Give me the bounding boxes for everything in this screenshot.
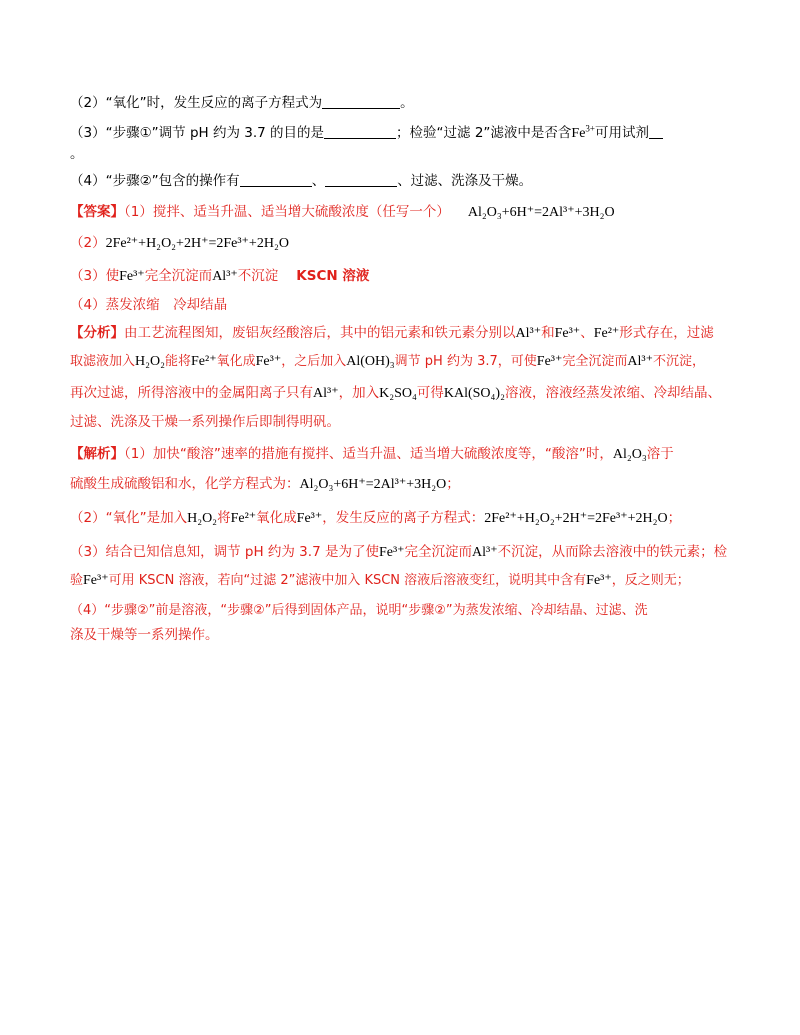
q3-suffix: 可用试剂	[595, 125, 649, 141]
solution-line-3	[70, 507, 740, 530]
solution-al-ion: Al³⁺	[472, 545, 498, 560]
solution-fe3-ion: Fe³⁺	[586, 573, 612, 588]
analysis-fe2-ion: Fe²⁺	[593, 326, 620, 341]
solution-text: 将	[217, 510, 231, 526]
analysis-text: 和	[541, 325, 555, 341]
analysis-fe3-ion: Fe³⁺	[255, 354, 282, 369]
analysis-text: 过滤、洗涤及干燥一系列操作后即制得明矾。	[70, 414, 340, 430]
q3-text: （3）“步骤①”调节 pH 约为 3.7 的目的是	[70, 125, 325, 141]
answer-3-reagent: KSCN 溶液	[296, 268, 370, 284]
solution-text: 可用 KSCN 溶液，若向“过滤 2”滤液中加入 KSCN 溶液后溶液变红，说明其中含有	[108, 573, 587, 588]
q2-text: （2）“氧化”时，发生反应的离子方程式为	[70, 95, 323, 111]
analysis-text: ，加入	[338, 385, 380, 401]
answer-3-fe: Fe³⁺	[119, 269, 145, 284]
solution-text: ，发生反应的离子方程式：	[322, 510, 485, 526]
solution-equation-2: 2Fe²⁺+H₂O₂+2H⁺=2Fe³⁺+2H₂O	[484, 511, 668, 526]
question-3-end	[70, 143, 740, 165]
solution-text: （1）加快“酸溶”速率的措施有搅拌、适当升温、适当增大硫酸浓度等，“酸溶”时，	[124, 446, 613, 462]
solution-tag: 【解析】	[70, 446, 124, 462]
analysis-fe3-ion: Fe³⁺	[536, 354, 563, 369]
solution-line-6	[70, 600, 740, 622]
analysis-aloh3: Al(OH)₃	[346, 354, 395, 369]
answer-line-1	[70, 201, 740, 224]
q4-suffix: 、过滤、洗涤及干燥。	[397, 173, 533, 189]
analysis-line-1	[70, 322, 740, 345]
solution-text: 氧化成	[256, 510, 297, 526]
analysis-line-4	[70, 411, 740, 433]
solution-text: 涤及干燥等一系列操作。	[70, 627, 219, 643]
analysis-text: 不沉淀，	[652, 354, 705, 369]
analysis-fe2-ion: Fe²⁺	[191, 354, 217, 369]
answer-1-text: （1）搅拌、适当升温、适当增大硫酸浓度（任写一个）	[124, 204, 450, 220]
solution-fe3-ion: Fe³⁺	[296, 511, 323, 526]
answer-3-prefix: （3）使	[70, 268, 120, 284]
solution-text: （3）结合已知信息知，调节 pH 约为 3.7 是为了使	[70, 544, 379, 560]
solution-line-5	[70, 570, 740, 592]
analysis-h2o2: H₂O₂	[135, 354, 165, 369]
analysis-al-ion: Al³⁺	[313, 386, 339, 401]
q4-blank-1	[240, 172, 312, 187]
analysis-text: 可得	[416, 385, 444, 401]
solution-text: 验	[70, 573, 84, 588]
solution-h2o2: H₂O₂	[187, 511, 218, 526]
analysis-text: 溶液，溶液经蒸发浓缩、冷却结晶、	[504, 385, 721, 401]
q3-blank-1	[324, 124, 396, 139]
solution-text: 完全沉淀而	[404, 544, 473, 560]
answer-3-suffix: 不沉淀	[237, 268, 279, 284]
answer-1-equation: Al₂O₃+6H⁺=2Al³⁺+3H₂O	[467, 205, 615, 220]
answer-3-al: Al³⁺	[212, 269, 238, 284]
solution-text: 不沉淀，从而除去溶液中的铁元素；检	[497, 544, 728, 560]
solution-text: ；	[446, 476, 460, 492]
analysis-text: 再次过滤，所得溶液中的金属阳离子只有	[70, 385, 313, 401]
solution-text: ；	[667, 510, 682, 526]
solution-text: 硫酸生成硫酸铝和水，化学方程式为：	[70, 476, 300, 492]
q4-blank-2	[325, 172, 397, 187]
question-4	[70, 170, 740, 192]
solution-text: （2）“氧化”是加入	[70, 510, 188, 526]
solution-line-1	[70, 443, 740, 466]
solution-text: 溶于	[646, 446, 674, 462]
analysis-text: 完全沉淀而	[562, 354, 628, 369]
analysis-line-3	[70, 382, 740, 405]
analysis-text: 能将	[165, 354, 192, 369]
analysis-al-ion: Al³⁺	[515, 326, 542, 341]
q2-blank	[322, 94, 400, 109]
q3-ion: $Fe^{3+}$	[571, 123, 595, 141]
solution-fe2-ion: Fe²⁺	[230, 511, 257, 526]
q3-blank-2	[649, 124, 663, 139]
analysis-alum: KAl(SO₄)₂	[443, 386, 505, 401]
answer-2-equation: 2Fe²⁺+H₂O₂+2H⁺=2Fe³⁺+2H₂O	[105, 236, 289, 251]
answer-4-text: （4）蒸发浓缩 冷却结晶	[70, 297, 228, 313]
analysis-text: 由工艺流程图知，废铝灰经酸溶后，其中的铝元素和铁元素分别以	[124, 325, 516, 341]
answer-line-2	[70, 232, 740, 255]
analysis-text: 、	[580, 325, 594, 341]
q3-end: 。	[70, 146, 84, 162]
solution-text: （4）“步骤②”前是溶液，“步骤②”后得到固体产品，说明“步骤②”为蒸发浓缩、冷却结晶、过滤、洗	[70, 603, 648, 618]
analysis-text: 氧化成	[216, 354, 256, 369]
analysis-fe3-ion: Fe³⁺	[554, 326, 581, 341]
answer-line-4	[70, 294, 740, 316]
q4-text: （4）“步骤②”包含的操作有	[70, 173, 240, 189]
analysis-al-ion: Al³⁺	[627, 354, 653, 369]
analysis-line-2	[70, 351, 740, 373]
question-3	[70, 122, 740, 145]
solution-text: ，反之则无；	[611, 573, 690, 588]
analysis-k2so4: K₂SO₄	[379, 386, 417, 401]
q4-sep: 、	[311, 173, 326, 189]
analysis-text: 调节 pH 约为 3.7，可使	[394, 354, 537, 369]
solution-line-2	[70, 473, 740, 496]
solution-line-7	[70, 624, 740, 646]
analysis-text: ，之后加入	[281, 354, 347, 369]
analysis-text: 形式存在，过滤	[619, 325, 714, 341]
analysis-tag: 【分析】	[70, 325, 124, 341]
answer-2-prefix: （2）	[70, 235, 106, 251]
solution-fe3-ion: Fe³⁺	[83, 573, 109, 588]
solution-equation-1: Al₂O₃+6H⁺=2Al³⁺+3H₂O	[299, 477, 447, 492]
q3-mid: ；检验“过滤 2”滤液中是否含	[396, 125, 572, 141]
q2-suffix: 。	[400, 95, 414, 111]
answer-line-3	[70, 265, 740, 288]
answer-tag: 【答案】	[70, 204, 124, 220]
answer-3-mid: 完全沉淀而	[144, 268, 213, 284]
solution-fe3-ion: Fe³⁺	[378, 545, 405, 560]
solution-al2o3: Al₂O₃	[612, 447, 647, 462]
solution-line-4	[70, 541, 740, 564]
analysis-text: 取滤液加入	[70, 354, 136, 369]
question-2	[70, 92, 740, 114]
